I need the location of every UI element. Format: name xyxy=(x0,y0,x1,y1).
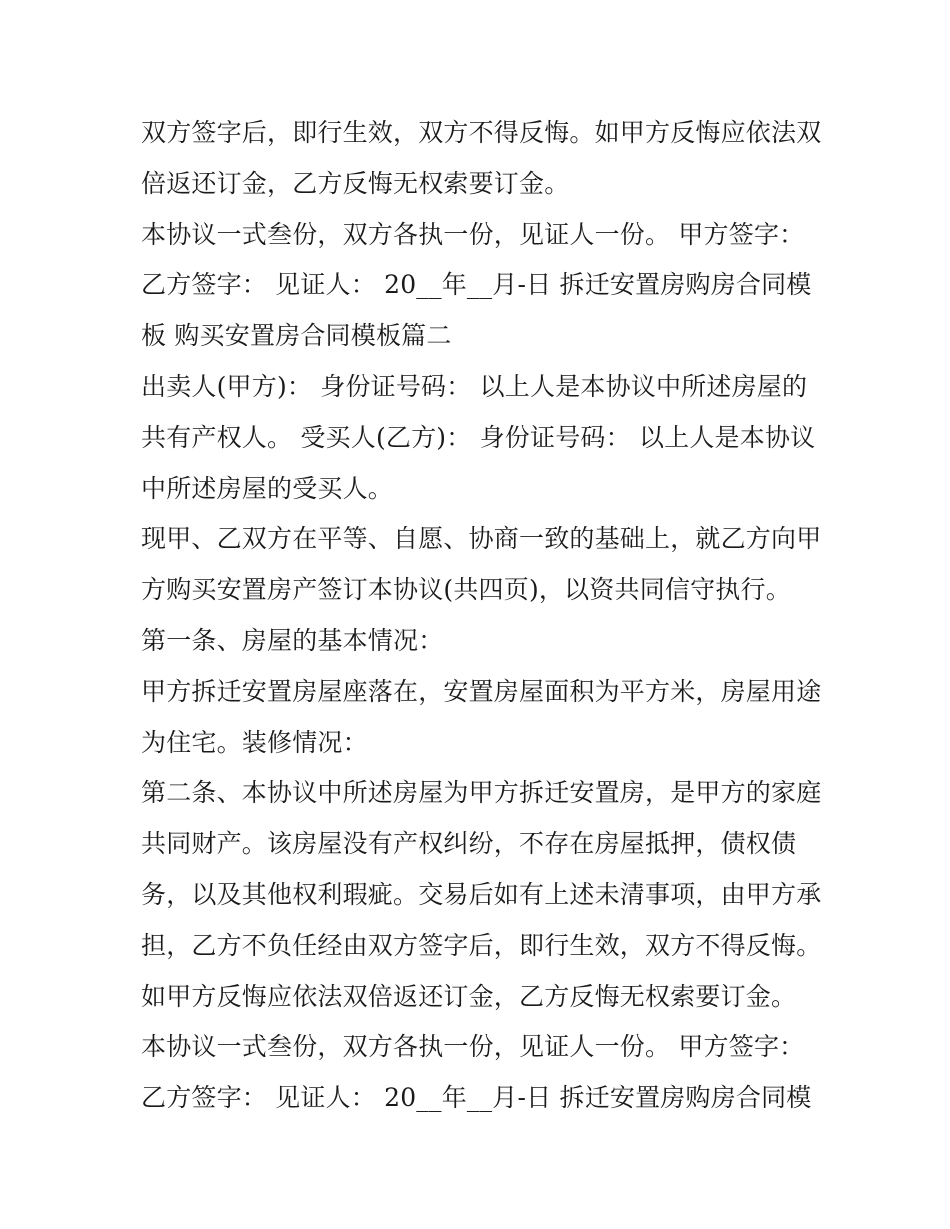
text-line: 乙方签字： 见证人： 20__年__月-日 拆迁安置房购房合同模 xyxy=(141,1083,812,1113)
text-line: 倍返还订金，乙方反悔无权索要订金。 xyxy=(141,168,570,198)
text-line: 板 购买安置房合同模板篇二 xyxy=(141,321,452,351)
section-heading: 第一条、房屋的基本情况： xyxy=(141,625,444,655)
text-line: 本协议一式叁份，双方各执一份，见证人一份。 甲方签字： xyxy=(141,219,805,249)
text-line: 如甲方反悔应依法双倍返还订金，乙方反悔无权索要订金。 xyxy=(141,981,797,1011)
text-line: 乙方签字： 见证人： 20__年__月-日 拆迁安置房购房合同模 xyxy=(141,270,812,300)
document-body xyxy=(141,108,821,1124)
text-line: 担，乙方不负任经由双方签字后，即行生效，双方不得反悔。 xyxy=(141,930,822,960)
text-line: 共同财产。该房屋没有产权纠纷，不存在房屋抵押，债权债 xyxy=(141,829,797,859)
text-line: 中所述房屋的受买人。 xyxy=(141,473,394,503)
text-line: 方购买安置房产签订本协议(共四页)，以资共同信守执行。 xyxy=(141,575,791,605)
text-line: 双方签字后，即行生效，双方不得反悔。如甲方反悔应依法双 xyxy=(141,118,822,147)
text-line: 甲方拆迁安置房屋座落在，安置房屋面积为平方米，房屋用途 xyxy=(141,676,822,706)
text-line: 为住宅。装修情况： xyxy=(141,727,368,757)
text-line: 共有产权人。 受买人(乙方)： 身份证号码： 以上人是本协议 xyxy=(141,422,816,452)
text-line: 第二条、本协议中所述房屋为甲方拆迁安置房，是甲方的家庭 xyxy=(141,778,822,808)
text-line: 现甲、乙双方在平等、自愿、协商一致的基础上，就乙方向甲 xyxy=(141,524,822,554)
text-line: 务，以及其他权利瑕疵。交易后如有上述未清事项，由甲方承 xyxy=(141,879,822,909)
text-line: 本协议一式叁份，双方各执一份，见证人一份。 甲方签字： xyxy=(141,1032,805,1062)
text-line: 出卖人(甲方)： 身份证号码： 以上人是本协议中所述房屋的 xyxy=(141,371,808,401)
